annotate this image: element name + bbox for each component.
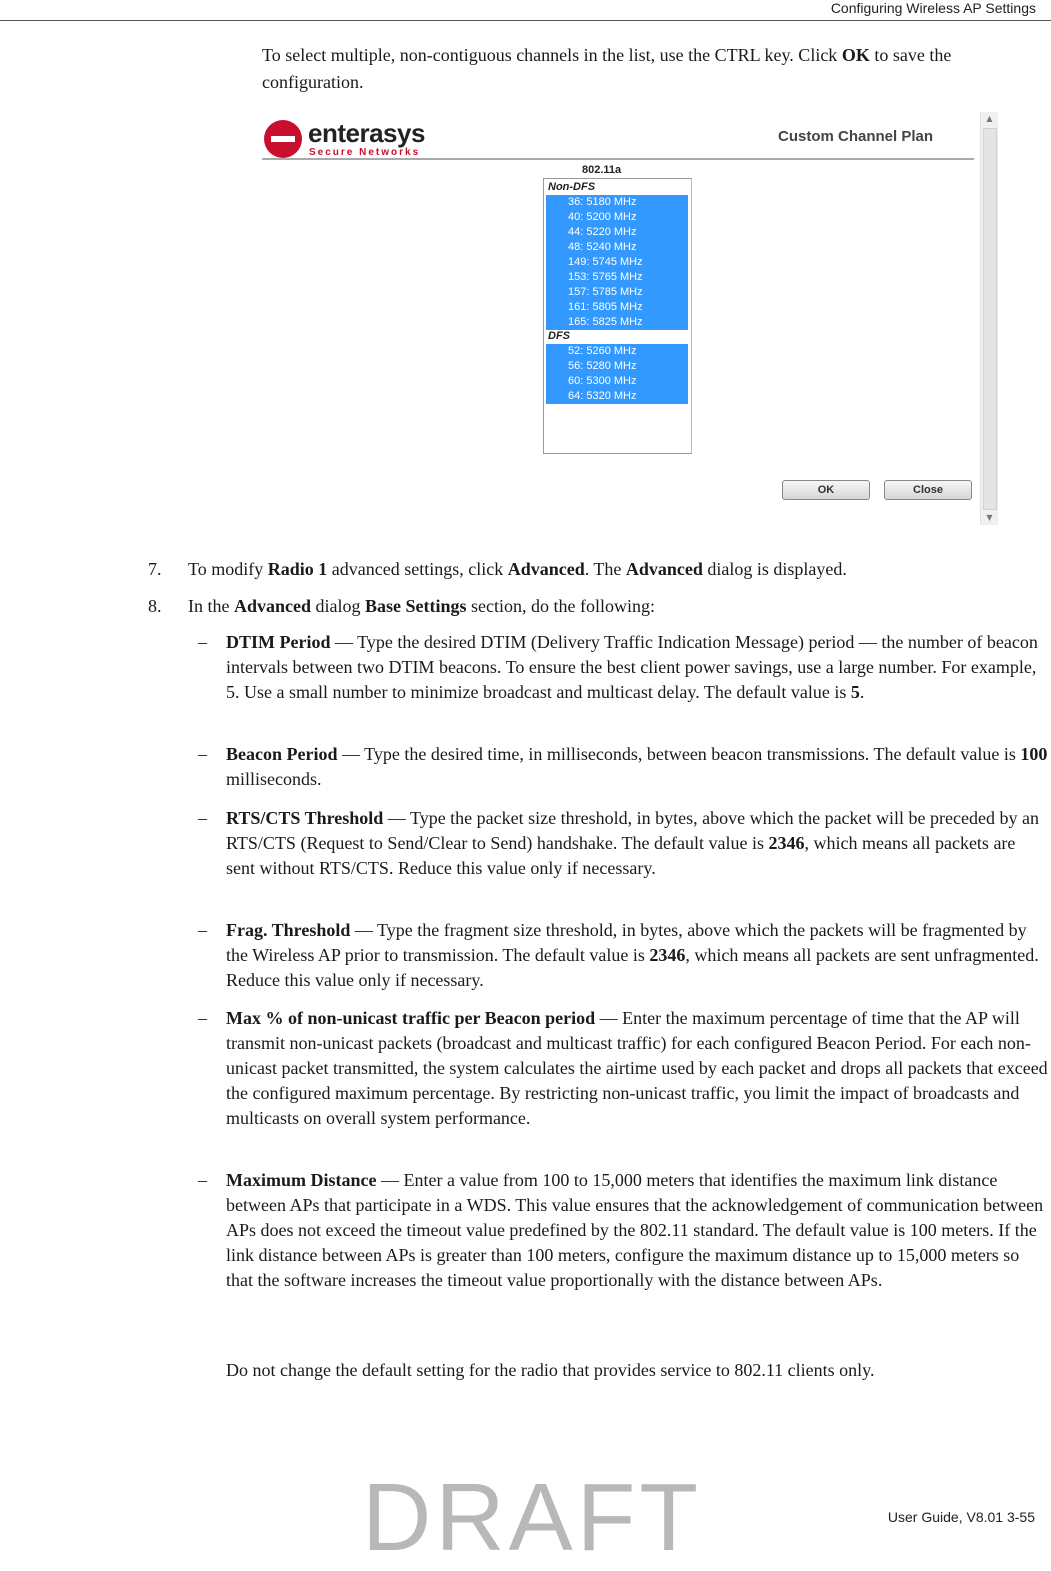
bullet-dash: – [198, 920, 207, 940]
scroll-thumb[interactable] [983, 128, 997, 510]
scroll-down-icon[interactable]: ▼ [986, 513, 993, 522]
non-dfs-options [546, 195, 688, 330]
ok-button[interactable]: OK [782, 480, 870, 500]
group-label-dfs: DFS [548, 330, 570, 342]
bold-run: Advanced [625, 559, 703, 579]
text-run: advanced settings, click [327, 559, 508, 579]
bullet-body: — Type the desired DTIM (Delivery Traffic Indication Message) period — the number of beacon intervals between two DTIM beacons. To ensure the best client power savings, use a large number. For example, 5. Use a small number to minimize broadcast and multicast delay. The default value is [226, 632, 1038, 702]
bullet-text [226, 806, 1048, 881]
channel-option[interactable]: 40: 5200 MHz [568, 211, 637, 223]
bullet-body: — Type the packet size threshold, in bytes, above which the packet will be preceded by an RTS/CTS (Request to Send/Clear to Send) handshake. The default value is [226, 808, 1039, 853]
dfs-options [546, 344, 688, 404]
channel-listbox[interactable] [543, 178, 692, 454]
text-run: . The [584, 559, 626, 579]
page-footer: User Guide, V8.01 3-55 [887, 1509, 1035, 1525]
bullet-text [226, 630, 1048, 705]
bullet-text [226, 1006, 1048, 1131]
bullet-dash: – [198, 632, 207, 652]
step-text [188, 556, 1028, 582]
bullet-term: Max % of non-unicast traffic per Beacon period [226, 1008, 596, 1028]
intro-bold-ok: OK [841, 45, 870, 65]
bullet-end: , which means all packets are sent without RTS/CTS. Reduce this value only if necessary. [226, 833, 1016, 878]
bullet-dash: – [198, 1008, 207, 1028]
logo-wordmark: enterasys [308, 118, 425, 148]
step-text [188, 593, 1028, 619]
channel-option[interactable]: 52: 5260 MHz [568, 345, 637, 357]
channel-option[interactable]: 36: 5180 MHz [568, 196, 637, 208]
radio-note: Do not change the default setting for the radio that provides service to 802.11 clients only. [226, 1360, 875, 1380]
text-run: section, do the following: [466, 596, 655, 616]
step-number: 7. [148, 559, 162, 579]
vertical-scrollbar[interactable] [980, 112, 998, 525]
bullet-body: — Enter the maximum percentage of time that the AP will transmit non-unicast packets (broadcast and multicast traffic) for each configured Beacon Period. For each non-unicast packet transmitted, the system calculates the airtime used by each packet and drops all packets that exceed the configured maximum percentage. By restricting non-unicast traffic, you limit the impact of broadcasts and multicasts on overall system performance. [226, 1008, 1048, 1128]
scroll-up-icon[interactable]: ▲ [986, 114, 993, 123]
bullet-text [226, 742, 1048, 792]
band-label: 802.11a [582, 164, 622, 176]
text-run: dialog is displayed. [702, 559, 847, 579]
bullet-term: Frag. Threshold [226, 920, 351, 940]
running-header: Configuring Wireless AP Settings [830, 0, 1036, 16]
bullet-term: Maximum Distance [226, 1170, 377, 1190]
enterasys-logo [264, 120, 464, 160]
bullet-dash: – [198, 744, 207, 764]
bold-run: Advanced [233, 596, 311, 616]
bullet-text [226, 1168, 1048, 1293]
intro-text-before: To select multiple, non-contiguous channels in the list, use the CTRL key. Click [262, 45, 842, 65]
group-label-non-dfs: Non-DFS [548, 181, 596, 193]
bullet-text [226, 918, 1048, 993]
bullet-end: . [859, 682, 865, 702]
close-button[interactable]: Close [884, 480, 972, 500]
custom-channel-plan-screenshot [262, 112, 999, 525]
bullet-body: — Type the desired time, in milliseconds, between beacon transmissions. The default value is [337, 744, 1021, 764]
channel-option[interactable]: 149: 5745 MHz [568, 256, 643, 268]
step-number: 8. [148, 596, 162, 616]
dialog-title: Custom Channel Plan [778, 128, 934, 145]
bullet-body: — Enter a value from 100 to 15,000 meters that identifies the maximum link distance between APs that participate in a WDS. This value ensures that the acknowledgement of communication between APs does not exceed the timeout value predefined by the 802.11 standard. The default value is 100 meters. If the link distance between APs is greater than 100 meters, configure the maximum distance up to 15,000 meters so that the software increases the timeout value proportionally with the distance between APs. [226, 1170, 1044, 1290]
channel-option[interactable]: 48: 5240 MHz [568, 241, 637, 253]
intro-text-after: to save the configuration. [262, 45, 952, 92]
channel-option[interactable]: 44: 5220 MHz [568, 226, 637, 238]
bold-run: Advanced [507, 559, 585, 579]
channel-option[interactable]: 165: 5825 MHz [568, 316, 643, 328]
channel-option[interactable]: 157: 5785 MHz [568, 286, 643, 298]
draft-watermark: DRAFT [362, 1464, 702, 1571]
default-value: 2346 [649, 945, 686, 965]
bullet-dash: – [198, 808, 207, 828]
header-rule [0, 20, 1051, 21]
title-divider [262, 158, 974, 160]
text-run: dialog [311, 596, 365, 616]
channel-option[interactable]: 153: 5765 MHz [568, 271, 643, 283]
bullet-dash: – [198, 1170, 207, 1190]
bold-run: Base Settings [365, 596, 467, 616]
default-value: 2346 [768, 833, 805, 853]
bullet-end: milliseconds. [226, 769, 322, 789]
text-run: In the [188, 596, 234, 616]
channel-option[interactable]: 60: 5300 MHz [568, 375, 637, 387]
logo-tagline: Secure Networks [309, 147, 421, 158]
bullet-term: DTIM Period [226, 632, 331, 652]
default-value: 5 [850, 682, 860, 702]
intro-paragraph [262, 42, 1048, 96]
bullet-term: Beacon Period [226, 744, 338, 764]
channel-option[interactable]: 64: 5320 MHz [568, 390, 637, 402]
enterasys-e-icon [264, 120, 302, 158]
text-run: To modify [188, 559, 268, 579]
bullet-body: — Type the fragment size threshold, in bytes, above which the packets will be fragmented by the Wireless AP prior to transmission. The default value is [226, 920, 1027, 965]
channel-option[interactable]: 56: 5280 MHz [568, 360, 637, 372]
bullet-term: RTS/CTS Threshold [226, 808, 384, 828]
bullet-end: , which means all packets are sent unfragmented. Reduce this value only if necessary. [226, 945, 1039, 990]
default-value: 100 [1020, 744, 1048, 764]
channel-option[interactable]: 161: 5805 MHz [568, 301, 643, 313]
bold-run: Radio 1 [267, 559, 328, 579]
